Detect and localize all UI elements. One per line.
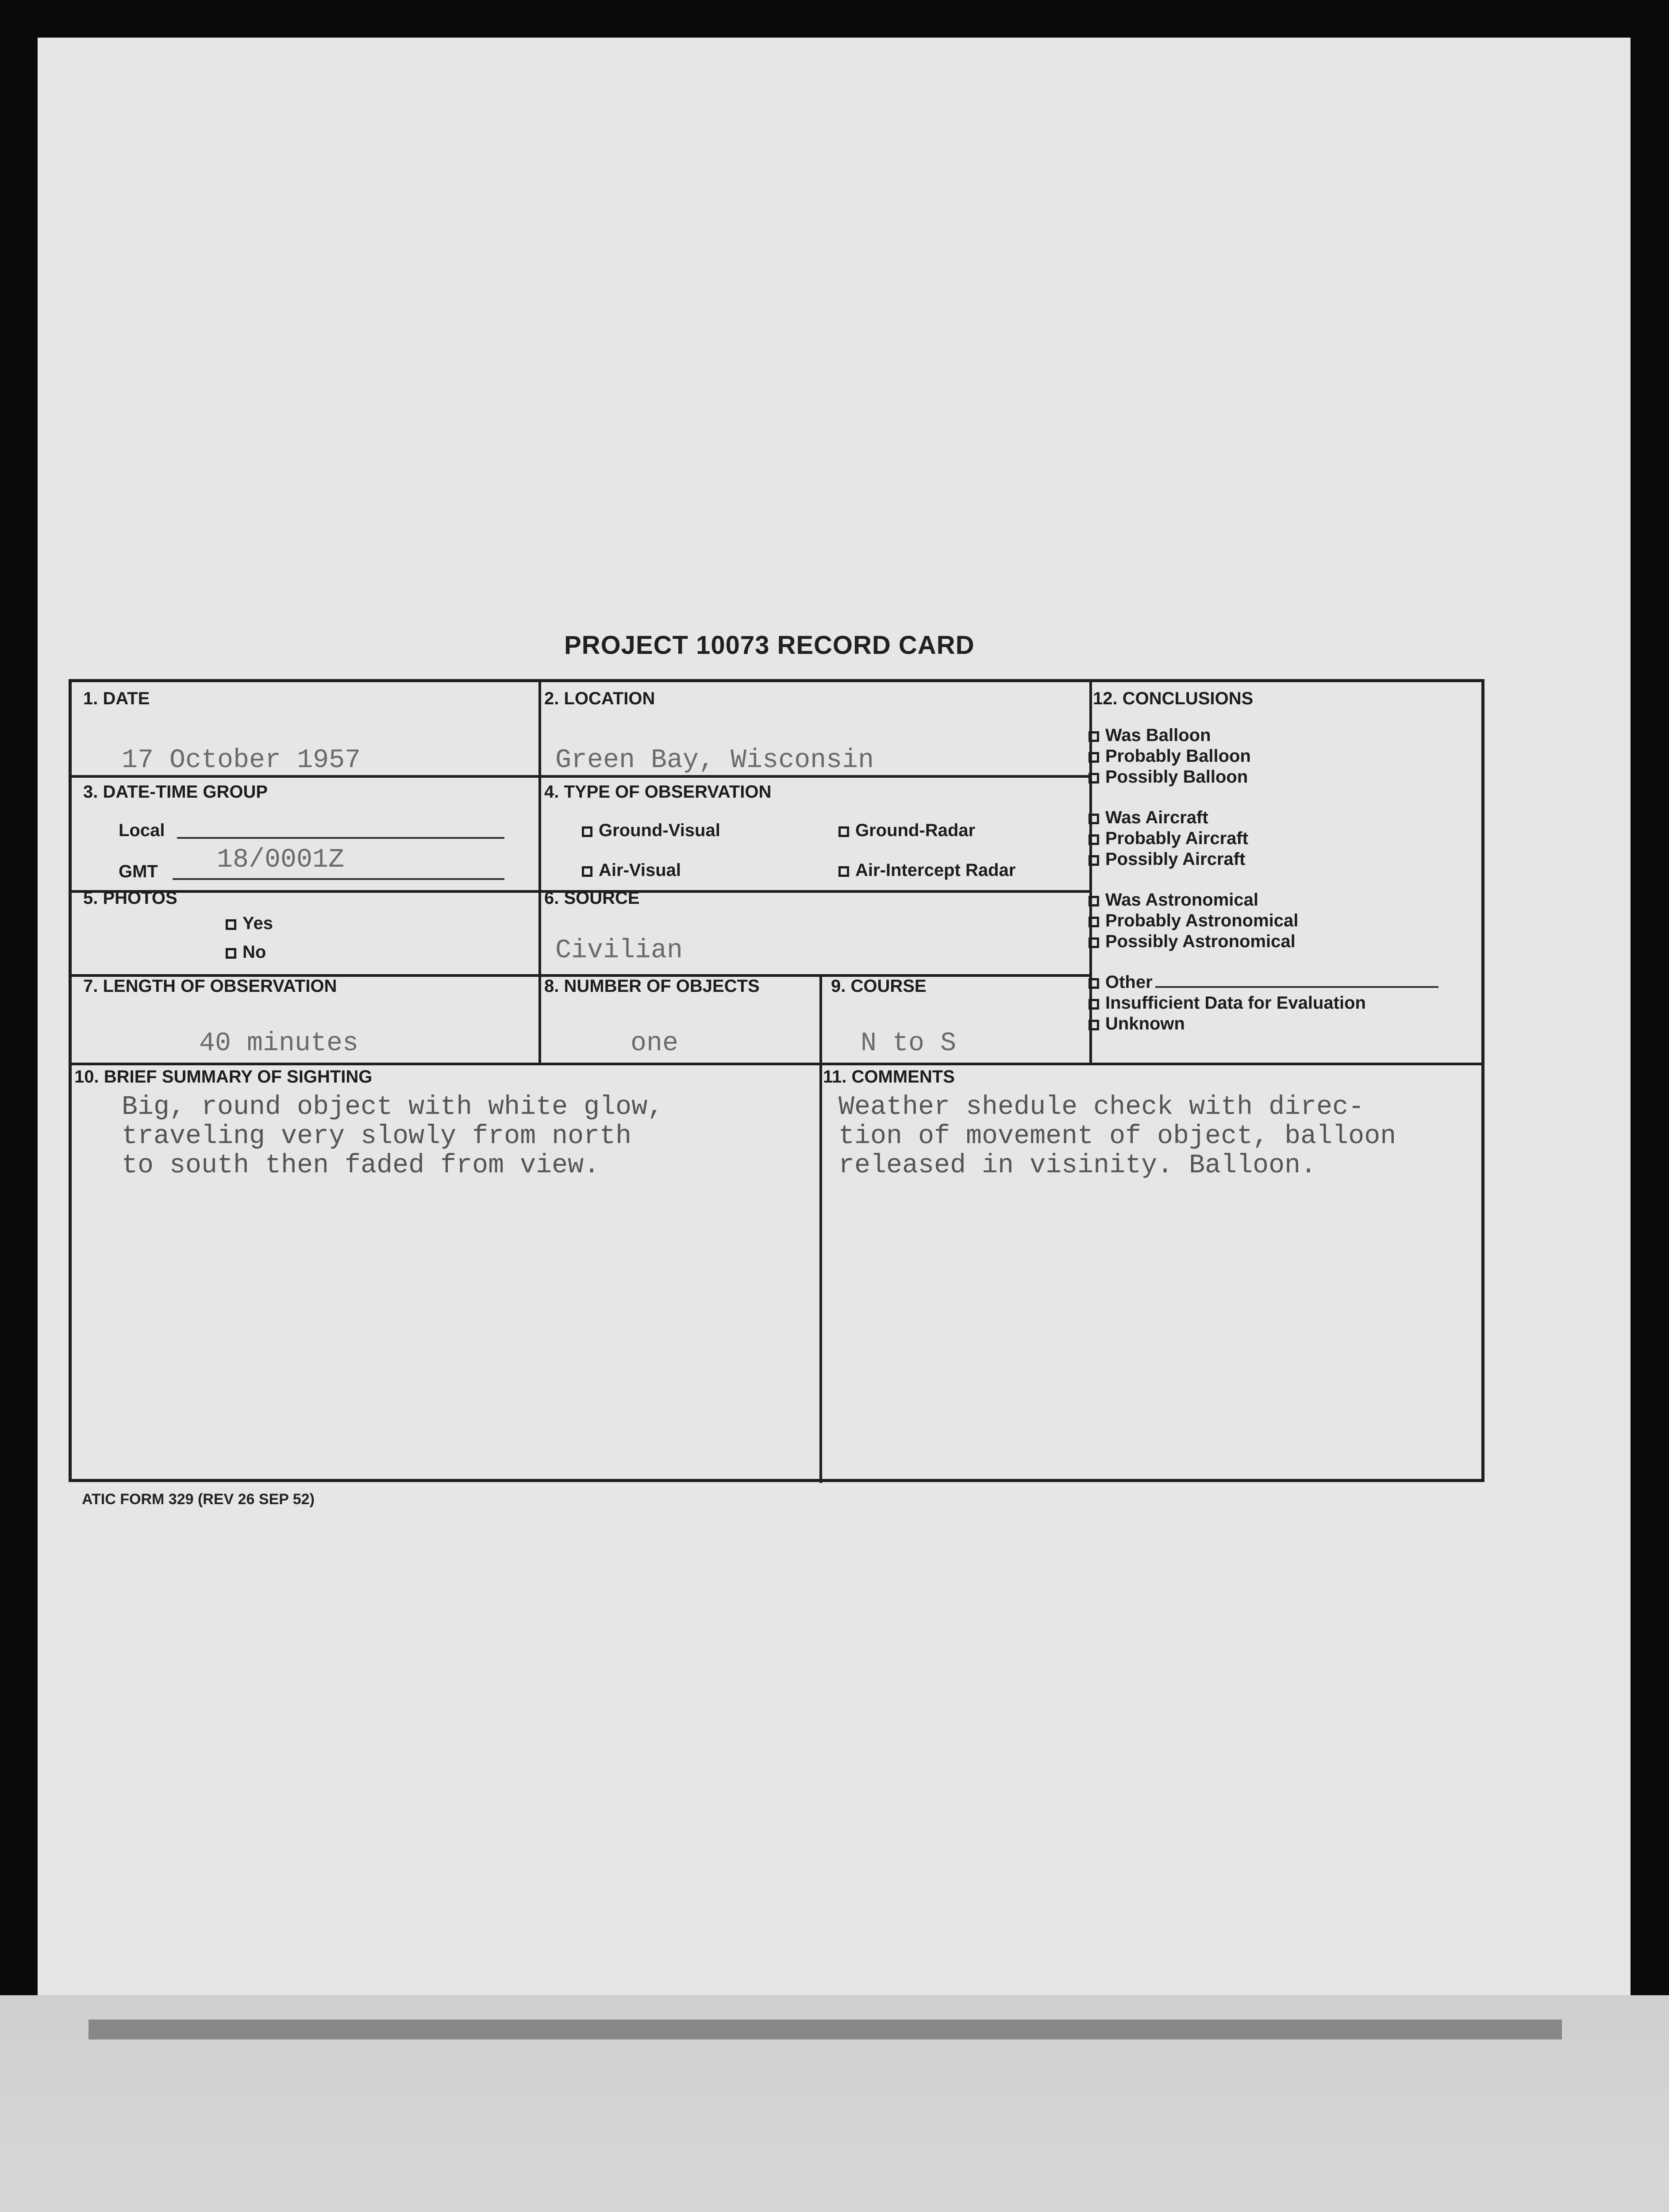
conclusion-other[interactable]: Other [1088,972,1438,993]
number-objects-label: 8. NUMBER OF OBJECTS [544,976,760,996]
checkbox-icon [226,919,236,930]
form-number: ATIC FORM 329 (REV 26 SEP 52) [82,1491,315,1508]
option-air-visual[interactable]: Air-Visual [582,860,681,880]
course-value: N to S [861,1029,957,1059]
checkbox-icon [1088,855,1099,866]
source-label: 6. SOURCE [544,888,640,908]
checkbox-icon [1088,752,1099,763]
checkbox-icon [1088,978,1099,989]
option-ground-radar[interactable]: Ground-Radar [838,821,975,841]
checkbox-icon [1088,773,1099,783]
comments-label: 11. COMMENTS [823,1067,955,1087]
checkbox-icon [1088,896,1099,906]
checkbox-icon [838,866,849,877]
checkbox-icon [582,866,592,877]
type-observation-label: 4. TYPE OF OBSERVATION [544,782,772,802]
date-label: 1. DATE [83,689,150,708]
conclusion-insufficient-data[interactable]: Insufficient Data for Evaluation [1088,993,1438,1014]
location-label: 2. LOCATION [544,689,655,708]
gmt-value: 18/0001Z [217,845,345,875]
location-value: Green Bay, Wisconsin [555,745,874,776]
gmt-label: GMT [119,862,158,881]
photos-no[interactable]: No [226,942,266,962]
paper-shadow [88,2020,1562,2039]
course-label: 9. COURSE [831,976,927,996]
summary-label: 10. BRIEF SUMMARY OF SIGHTING [74,1067,373,1087]
conclusion-was-balloon[interactable]: Was Balloon [1088,726,1438,746]
length-label: 7. LENGTH OF OBSERVATION [83,976,337,996]
conclusion-was-aircraft[interactable]: Was Aircraft [1088,808,1438,829]
card-title: PROJECT 10073 RECORD CARD [564,631,975,660]
conclusion-probably-aircraft[interactable]: Probably Aircraft [1088,829,1438,849]
checkbox-icon [1088,814,1099,824]
checkbox-icon [1088,999,1099,1010]
gmt-line [173,878,504,880]
scratch-marks [66,2194,199,2212]
checkbox-icon [838,826,849,837]
checkbox-icon [1088,1020,1099,1030]
conclusion-possibly-aircraft[interactable]: Possibly Aircraft [1088,849,1438,870]
checkbox-icon [1088,731,1099,742]
date-value: 17 October 1957 [122,745,361,776]
conclusions-list [1088,726,1438,1035]
photos-label: 5. PHOTOS [83,888,177,908]
summary-text: Big, round object with white glow, traveling very slowly from north to south then faded from view. [122,1092,664,1181]
photos-yes[interactable]: Yes [226,914,273,933]
checkbox-icon [582,826,592,837]
dtg-label: 3. DATE-TIME GROUP [83,782,268,802]
option-air-intercept-radar[interactable]: Air-Intercept Radar [838,860,1015,880]
number-objects-value: one [631,1029,679,1059]
conclusion-probably-astronomical[interactable]: Probably Astronomical [1088,911,1438,932]
conclusion-unknown[interactable]: Unknown [1088,1014,1438,1035]
comments-text: Weather shedule check with direc- tion of movement of object, balloon released in visinity. Balloon. [838,1092,1396,1181]
checkbox-icon [1088,834,1099,845]
conclusion-possibly-astronomical[interactable]: Possibly Astronomical [1088,932,1438,952]
checkbox-icon [1088,917,1099,927]
source-value: Civilian [555,936,683,966]
conclusion-probably-balloon[interactable]: Probably Balloon [1088,746,1438,767]
checkbox-icon [1088,937,1099,948]
local-label: Local [119,821,165,840]
checkbox-icon [226,948,236,959]
local-line [177,837,504,839]
length-value: 40 minutes [199,1029,359,1059]
conclusion-possibly-balloon[interactable]: Possibly Balloon [1088,767,1438,788]
conclusions-label: 12. CONCLUSIONS [1093,689,1254,708]
option-ground-visual[interactable]: Ground-Visual [582,821,720,841]
conclusion-was-astronomical[interactable]: Was Astronomical [1088,890,1438,911]
